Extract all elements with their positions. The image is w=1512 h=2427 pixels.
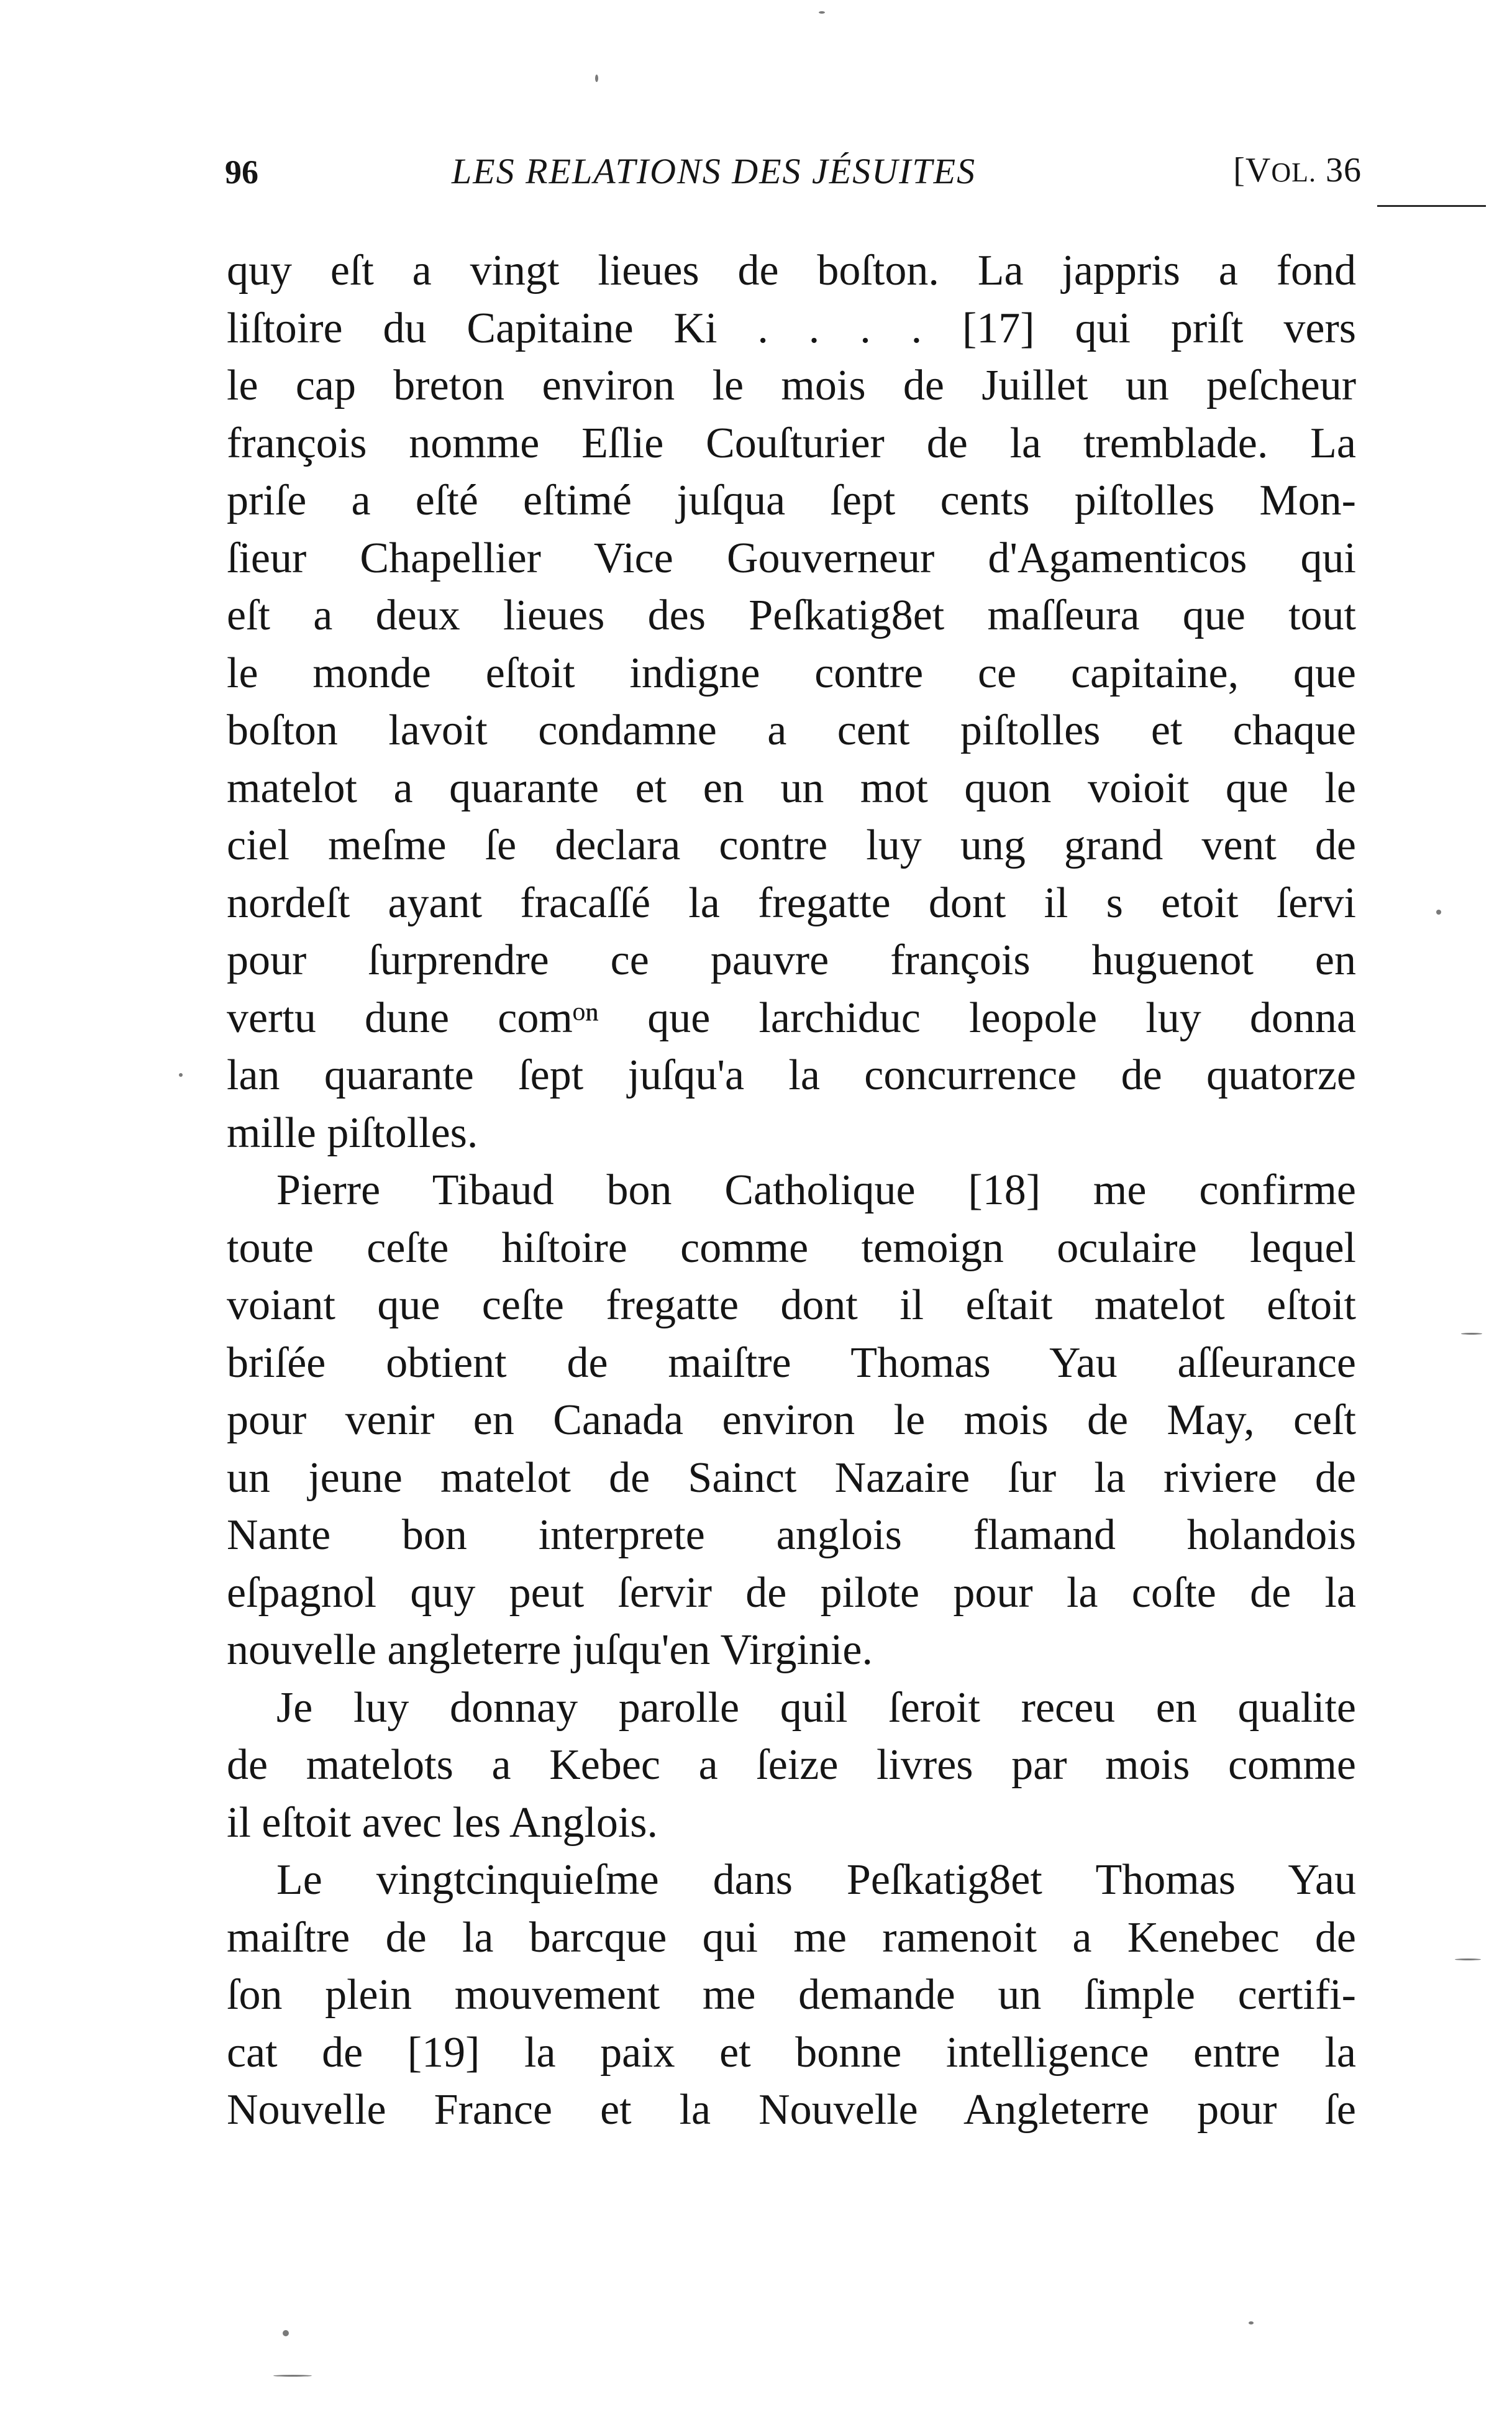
text-line: boſton lavoit condamne a cent piſtolles et chaque [227,706,1356,754]
text-line: maiſtre de la barcque qui me ramenoit a Kenebec de [227,1913,1356,1962]
scan-speck [1461,1333,1482,1335]
text-line: Le vingtcinquieſme dans Peſkatig8et Thomas Yau [276,1856,1356,1904]
scan-speck [1436,910,1441,915]
scan-speck [595,75,598,82]
text-line: liſtoire du Capitaine Ki . . . . [17] qui priſt vers [227,304,1356,352]
paragraph [227,1680,1356,1852]
text-line: Pierre Tibaud bon Catholique [18] me confirme [276,1166,1356,1214]
paragraph [227,242,1356,1162]
paragraph [227,1852,1356,2139]
scan-speck [283,2330,289,2336]
header-rule [1377,205,1486,207]
text-line: ciel meſme ſe declara contre luy ung grand vent de [227,821,1356,869]
volume-prefix: V [1245,151,1272,190]
running-header [225,144,1362,200]
text-line: priſe a eſté eſtimé juſqua ſept cents piſtolles Mon- [227,477,1356,524]
text-line: Nante bon interprete anglois flamand holandois [227,1511,1356,1559]
text-line: Je luy donnay parolle quil ſeroit receu en qualite [276,1683,1356,1732]
text-line: Nouvelle France et la Nouvelle Angleterre pour ſe [227,2086,1356,2134]
text-line: eſpagnol quy peut ſervir de pilote pour la coſte de la [227,1568,1356,1617]
text-line: nordeſt ayant fracaſſé la fregatte dont il s etoit ſervi [227,879,1356,927]
volume-number: 36 [1326,151,1362,190]
text-line: pour venir en Canada environ le mois de May, ceſt [227,1396,1356,1444]
text-line: lan quarante ſept juſqu'a la concurrence de quatorze [227,1051,1356,1099]
text-line: eſt a deux lieues des Peſkatig8et maſſeura que tout [227,592,1356,639]
text-line: voiant que ceſte fregatte dont il eſtait matelot eſtoit [227,1281,1356,1329]
text-line: le monde eſtoit indigne contre ce capitaine, que [227,649,1356,697]
scan-speck [179,1073,183,1077]
scan-speck [273,2375,312,2377]
text-line: ſon plein mouvement me demande un ſimple certifi- [227,1971,1356,2019]
volume-label [1233,150,1362,190]
text-line: ſieur Chapellier Vice Gouverneur d'Agamenticos qui [227,534,1356,582]
text-line: le cap breton environ le mois de Juillet un peſcheur [227,362,1356,409]
text-line: matelot a quarante et en un mot quon voioit que le [227,764,1356,812]
body-text [227,242,1356,2139]
text-line: un jeune matelot de Sainct Nazaire ſur la riviere de [227,1453,1356,1502]
text-line: mille piſtolles. [227,1108,478,1157]
scan-speck [1249,2321,1254,2324]
text-line: de matelots a Kebec a ſeize livres par mois comme [227,1741,1356,1789]
volume-small: OL. [1271,157,1316,188]
text-line: briſée obtient de maiſtre Thomas Yau aſſeurance [227,1338,1356,1387]
text-line: nouvelle angleterre juſqu'en Virginie. [227,1626,873,1674]
scan-speck [819,11,825,14]
running-title: LES RELATIONS DES JÉSUITES [452,151,977,191]
text-line: françois nomme Eſlie Couſturier de la tremblade. La [227,419,1356,467]
paragraph [227,1162,1356,1680]
text-line: vertu dune comᵒⁿ que larchiduc leopole luy donna [227,994,1356,1042]
text-line: quy eſt a vingt lieues de boſton. La jappris a fond [227,247,1356,295]
volume-bracket: [ [1233,151,1246,190]
text-line: cat de [19] la paix et bonne intelligence entre la [227,2028,1356,2077]
text-line: pour ſurprendre ce pauvre françois huguenot en [227,936,1356,984]
text-line: toute ceſte hiſtoire comme temoign oculaire lequel [227,1223,1356,1272]
page-number: 96 [225,153,258,191]
text-line: il eſtoit avec les Anglois. [227,1798,658,1847]
scan-speck [1455,1959,1481,1960]
